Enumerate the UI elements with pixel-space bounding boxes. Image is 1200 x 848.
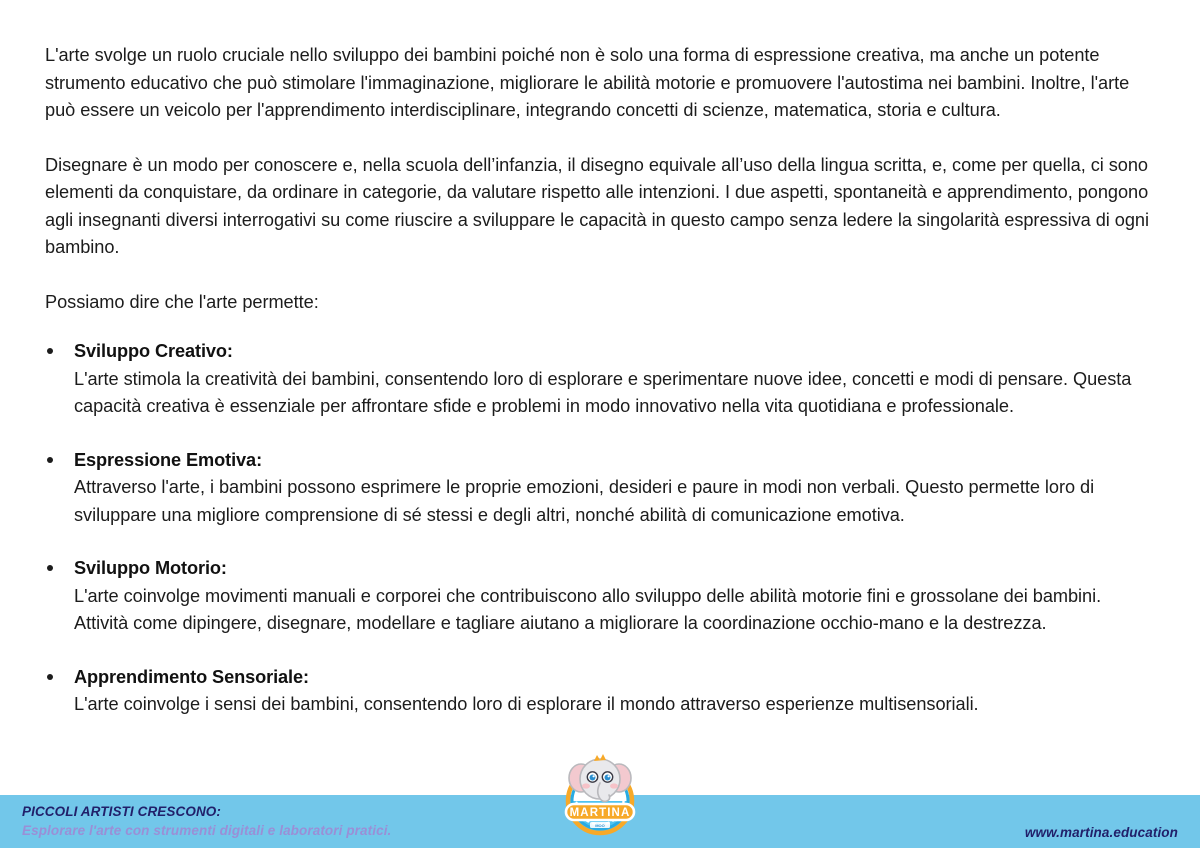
martina-elephant-logo — [554, 754, 646, 840]
svg-text:MOO: MOO — [595, 822, 605, 828]
paragraph-intro: L'arte svolge un ruolo cruciale nello sviluppo dei bambini poiché non è solo una forma di espressione creativa, ma anche un potente strumento educativo che può stimolare l'immaginazione, migliorare le abilità motorie e promuovere l'autostima nei bambini. Inoltre, l'arte può essere un veicolo per l'apprendimento interdisciplinare, integrando concetti di scienze, matematica, storia e cultura. — [45, 45, 1130, 120]
footer-tagline-subtitle: Esplorare l'arte con strumenti digitali e laboratori pratici. — [22, 823, 392, 838]
list-item-body: L'arte coinvolge i sensi dei bambini, consentendo loro di esplorare il mondo attraverso esperienze multisensoriali. — [74, 694, 979, 714]
paragraph-lead-in: Possiamo dire che l'arte permette: — [45, 291, 319, 312]
bullet-dot-icon — [47, 457, 53, 463]
spacer — [45, 262, 1155, 289]
footer-tagline — [22, 802, 391, 840]
list-item-body: Attraverso l'arte, i bambini possono esprimere le proprie emozioni, desideri e paure in modi non verbali. Questo permette loro di sviluppare una migliore comprensione di sé stessi e degli altri, nonché abilità di comunicazione emotiva. — [74, 477, 1095, 525]
list-item — [45, 664, 1155, 719]
list-item-title: Sviluppo Motorio: — [74, 558, 227, 578]
list-item-title: Espressione Emotiva: — [74, 449, 263, 470]
paragraph-drawing: Disegnare è un modo per conoscere e, nella scuola dell’infanzia, il disegno equivale all’uso della lingua scritta, e, come per quella, ci sono elementi da conquistare, da ordinare in categorie, da valutare rispetto alle intenzioni. I due aspetti, spontaneità e apprendimento, pongono agli insegnanti diversi interrogativi su come riuscire a sviluppare le capacità in questo campo senza ledere la singolarità espressiva di ogni bambino. — [45, 154, 1149, 257]
list-item-body: L'arte coinvolge movimenti manuali e corporei che contribuiscono allo sviluppo delle abilità motorie fini e grossolane dei bambini. Attività come dipingere, disegnare, modellare e tagliare aiutano a migliorare la coordinazione occhio-mano e la destrezza. — [74, 585, 1102, 633]
document-body — [45, 42, 1155, 719]
bullet-dot-icon — [47, 565, 53, 571]
spacer — [45, 316, 1155, 338]
list-item-title: Sviluppo Creativo: — [74, 341, 233, 361]
bullet-dot-icon — [47, 348, 53, 354]
spacer — [45, 125, 1155, 152]
footer-tagline-title: PICCOLI ARTISTI CRESCONO: — [22, 804, 222, 819]
svg-text:MARTINA: MARTINA — [569, 807, 631, 819]
list-item-title: Apprendimento Sensoriale: — [74, 666, 309, 687]
logo-sub-badge — [590, 822, 610, 828]
list-item — [45, 447, 1155, 530]
list-item — [45, 555, 1155, 638]
footer-website-url[interactable]: www.martina.education — [1024, 825, 1178, 840]
list-item-body: L'arte stimola la creatività dei bambini, consentendo loro di esplorare e sperimentare nuove idee, concetti e modi di pensare. Questa capacità creativa è essenziale per affrontare sfide e problemi in modo innovativo nella vita quotidiana e professionale. — [74, 368, 1132, 416]
logo-wordmark — [566, 804, 634, 820]
bullet-dot-icon — [47, 674, 53, 680]
benefits-list — [45, 338, 1155, 719]
list-item — [45, 338, 1155, 421]
